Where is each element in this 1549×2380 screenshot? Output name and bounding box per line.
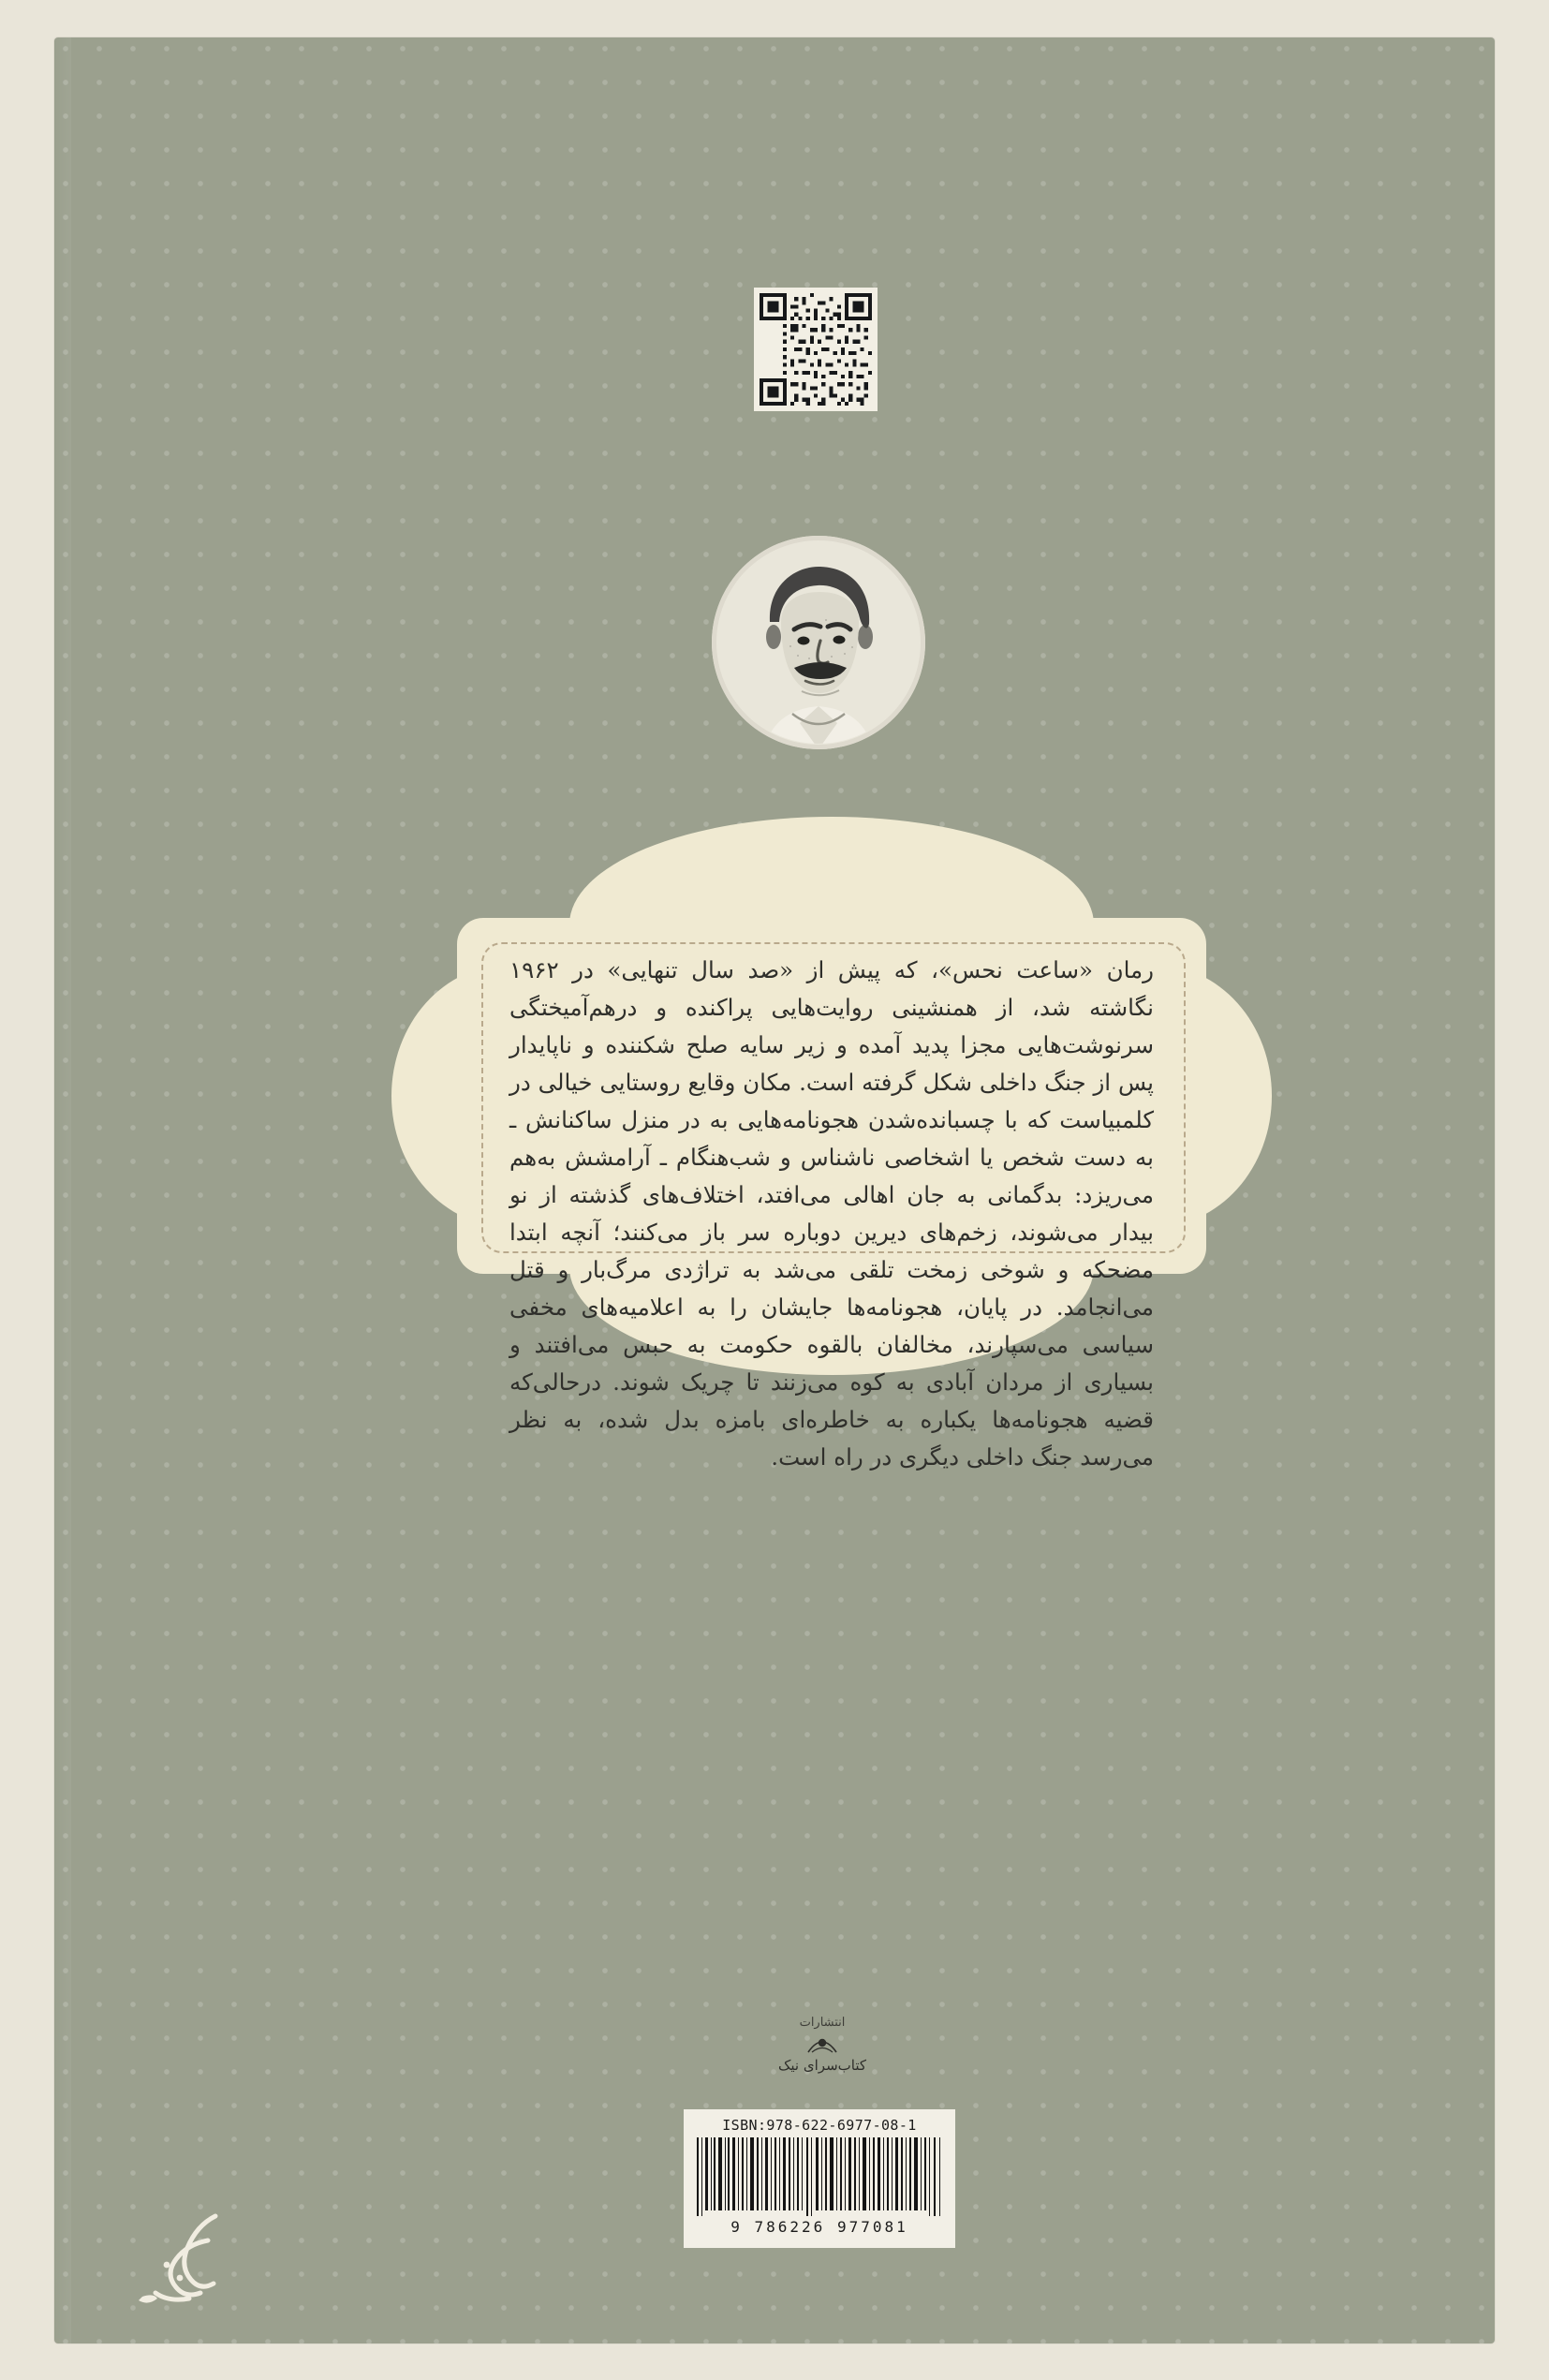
barcode-bars (693, 2137, 946, 2216)
barcode-digits: 9 786226 977081 (730, 2218, 908, 2236)
book-back-cover (54, 37, 1495, 2343)
publisher-logo-ney (118, 2192, 249, 2323)
qr-code[interactable] (754, 288, 878, 411)
publisher-emblem-name: کتاب‌سرای نیک (777, 2057, 866, 2074)
blurb-plaque (457, 862, 1206, 1471)
isbn-text: ISBN:978-622-6977-08-1 (722, 2117, 917, 2134)
publisher-emblem-mark (806, 2032, 838, 2056)
publisher-emblem (766, 2016, 878, 2087)
isbn-barcode (684, 2109, 955, 2248)
back-cover-blurb-text: رمان «ساعت نحس»، که پیش از «صد سال تنهایی» در ۱۹۶۲ نگاشته شد، از همنشینی روایت‌هایی پراکنده و درهم‌آمیختگی سرنوشت‌هایی مجزا پدید آمده و زیر سایه صلح شکننده و ناپایدار پس از جنگ داخلی شکل گرفته است. مکان وقایع روستایی خیالی در کلمبیاست که با چسبانده‌شدن هجونامه‌هایی به در منزل ساکنانش ـ به دست شخص یا اشخاصی ناشناس و شب‌هنگام ـ آرامشش به‌هم می‌ریزد: بدگمانی به جان اهالی می‌افتد، اختلاف‌های گذشته از نو بیدار می‌شوند، زخم‌های دیرین دوباره سر باز می‌کنند؛ آنچه ابتدا مضحکه و شوخی زمخت تلقی می‌شد به تراژدی مرگ‌بار و قتل می‌انجامد. در پایان، هجونامه‌ها جایشان را به اعلامیه‌های مخفی سیاسی می‌سپارند، مخالفان بالقوه حکومت به حبس می‌افتند و بسیاری از مردان آبادی به کوه می‌زنند تا چریک شوند. درحالی‌که قضیه هجونامه‌ها یکباره به خاطره‌ای بامزه بدل شده، به نظر می‌رسد جنگ داخلی دیگری در راه است. (509, 956, 1154, 1471)
author-portrait (712, 536, 925, 749)
publisher-emblem-top-label: انتشارات (799, 2016, 846, 2030)
